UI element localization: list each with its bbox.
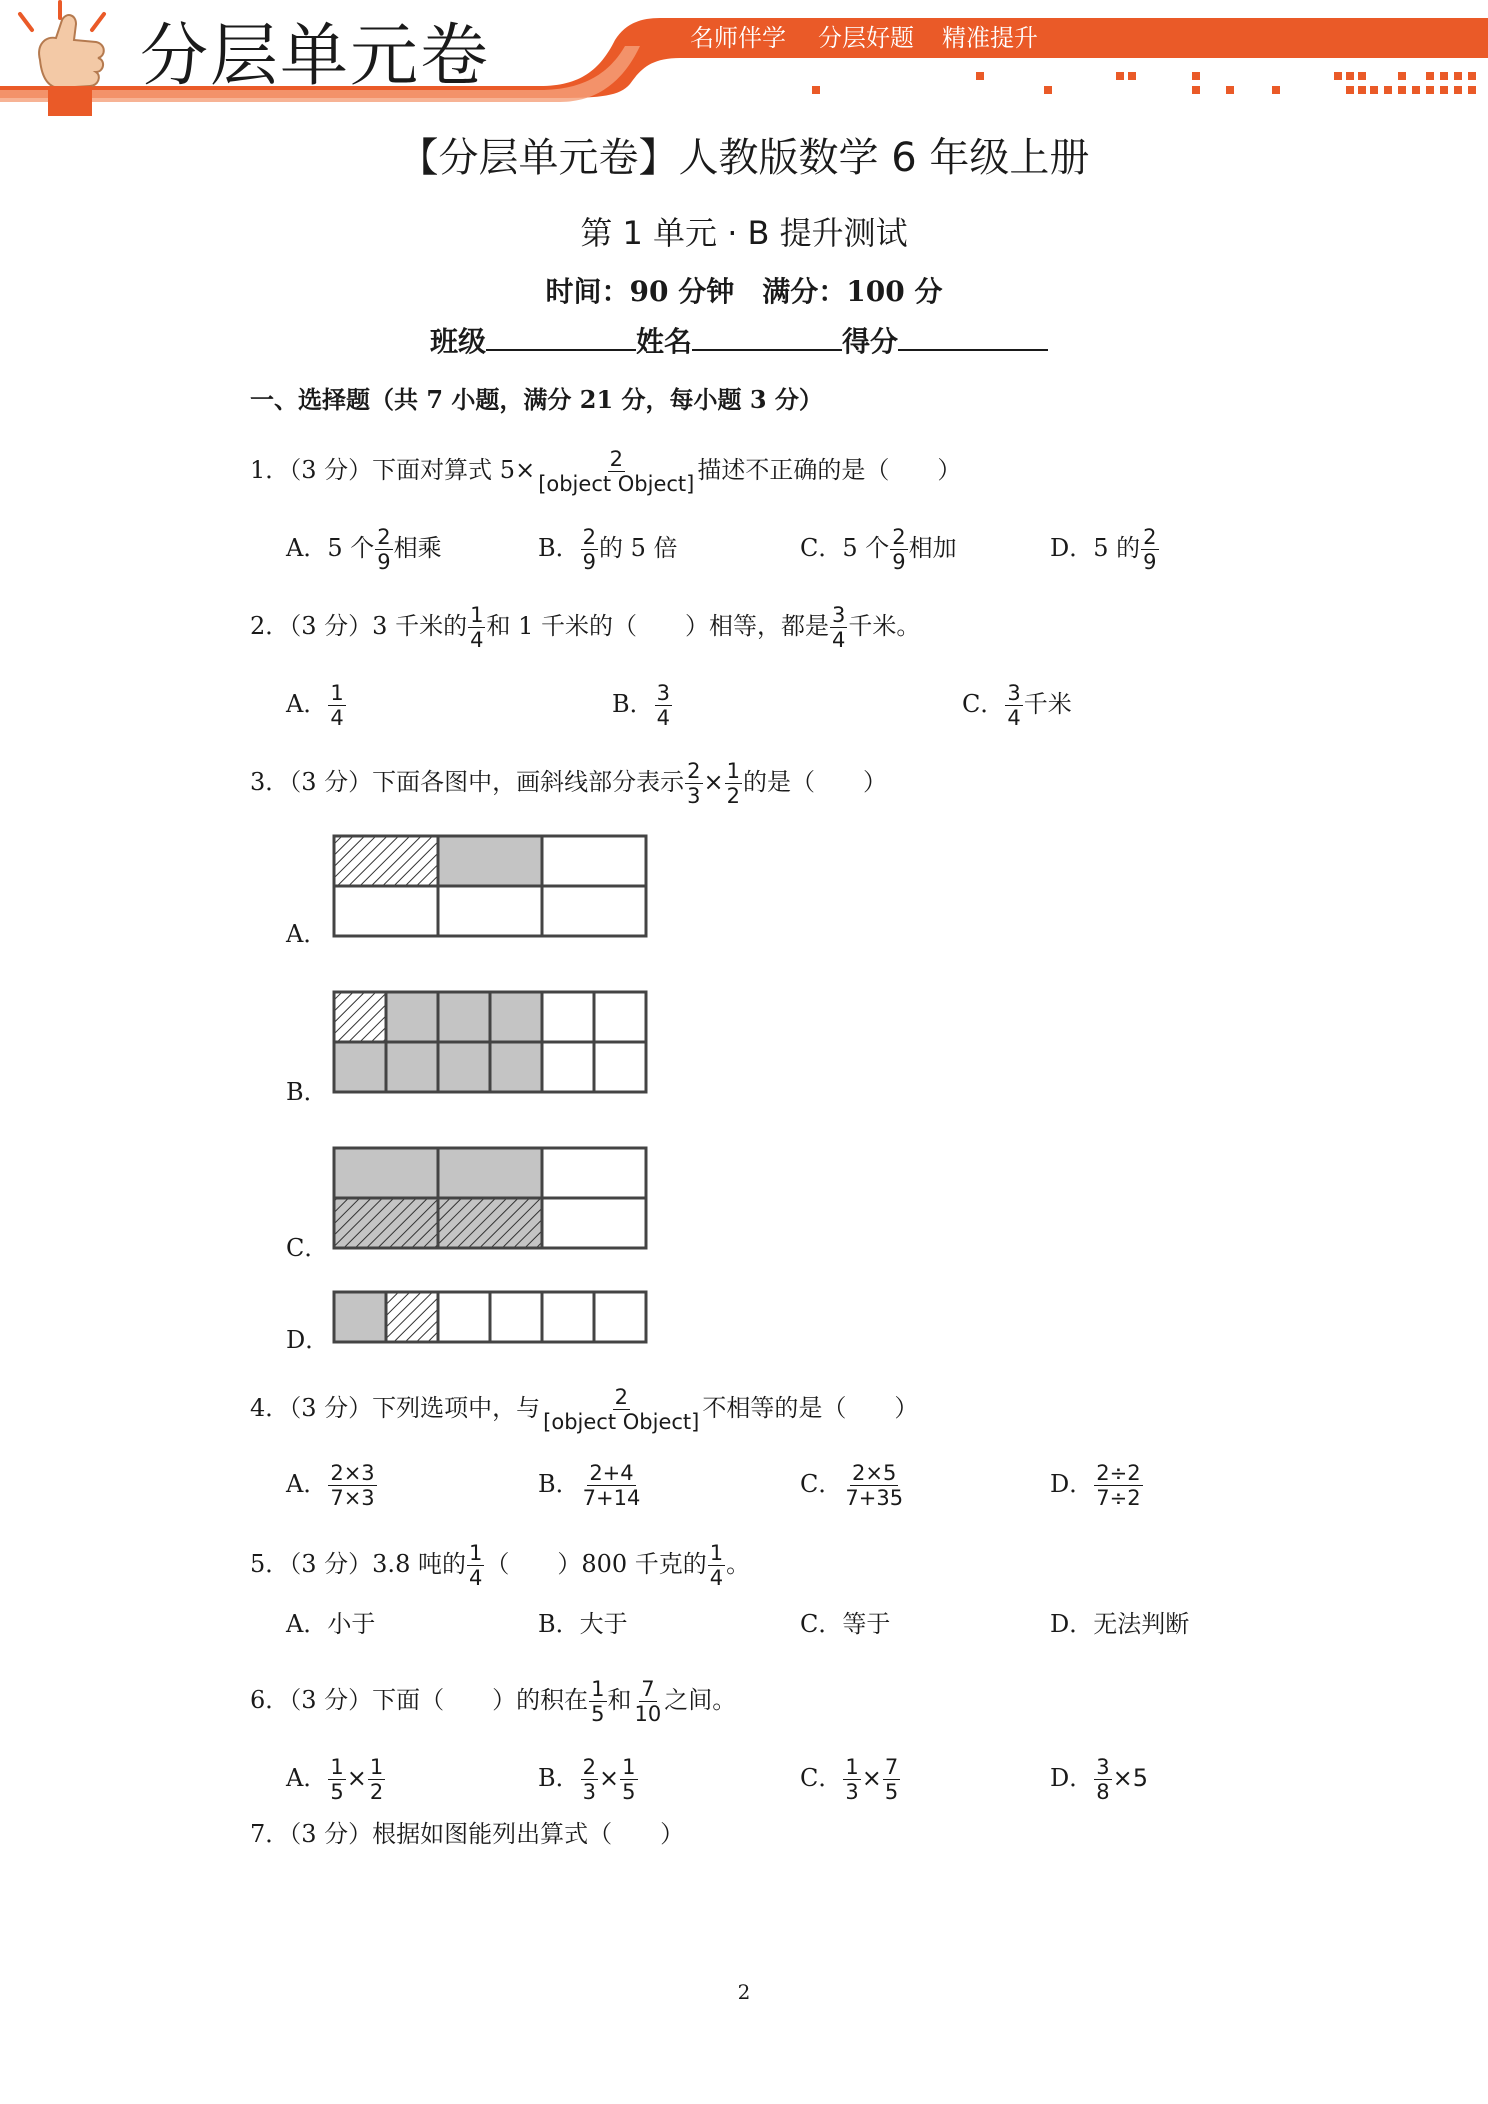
score-blank[interactable] xyxy=(898,349,1048,351)
q2-option-b[interactable]: B． $\frac{3}{4}$ xyxy=(612,681,671,731)
brand-title: 分层单元卷 xyxy=(140,17,491,96)
q5-option-a[interactable]: A．小于 xyxy=(286,1610,376,1638)
name-label: 姓名 xyxy=(636,325,693,358)
fraction: $\frac{2\div 2}{7\div 2}$ xyxy=(1096,1461,1141,1511)
page-number: 2 xyxy=(737,1980,751,2004)
fraction: $\frac{2}{\text{[object Object]}}$ xyxy=(538,447,695,497)
q1-option-b[interactable]: B． $\frac{2}{9}$ 的 5 倍 xyxy=(538,525,678,575)
class-blank[interactable] xyxy=(486,349,636,351)
fraction: $\frac{1}{5}$ xyxy=(622,1755,636,1805)
fraction: $\frac{2}{9}$ xyxy=(582,525,597,575)
fraction: $\frac{1}{4}$ xyxy=(709,1541,724,1591)
question-1: 1．（3 分）下面对算式 5× $\frac{2}{\text{[object Object]}}$ 描述不正确的是（ ） xyxy=(250,447,962,497)
fraction: $\frac{2\times 3}{7\times 3}$ xyxy=(330,1461,375,1511)
slogan-2: 分层好题 xyxy=(818,24,914,52)
q2-option-c[interactable]: C． $\frac{3}{4}$ 千米 xyxy=(962,681,1072,731)
q6-option-d[interactable]: D． $\frac{3}{8}$ ×5 xyxy=(1050,1755,1149,1805)
document-subtitle: 第 1 单元 · B 提升测试 xyxy=(580,214,908,252)
q3-option-b-label[interactable]: B． xyxy=(286,1078,328,1106)
q4-option-b[interactable]: B． $\frac{2+4}{7+14}$ xyxy=(538,1461,641,1511)
fraction: $\frac{1}{2}$ xyxy=(369,1755,384,1805)
fraction: $\frac{7}{5}$ xyxy=(884,1755,899,1805)
slogan-1: 名师伴学 xyxy=(690,24,786,52)
fraction: $\frac{2}{9}$ xyxy=(1143,525,1157,575)
question-2: 2．（3 分）3 千米的 $\frac{1}{4}$ 和 1 千米的（ ）相等，都是 $\frac{3}{4}$ 千米。 xyxy=(250,603,921,653)
fraction: $\frac{7}{10}$ xyxy=(634,1677,662,1727)
q4-option-a[interactable]: A． $\frac{2\times 3}{7\times 3}$ xyxy=(286,1461,375,1511)
name-blank[interactable] xyxy=(692,349,842,351)
q5-option-b[interactable]: B．大于 xyxy=(538,1610,628,1638)
document-title: 【分层单元卷】人教版数学 6 年级上册 xyxy=(398,135,1090,181)
q2-option-a[interactable]: A． $\frac{1}{4}$ xyxy=(286,681,344,731)
q1-option-d[interactable]: D．5 的 $\frac{2}{9}$ xyxy=(1050,525,1157,575)
fraction: $\frac{3}{4}$ xyxy=(656,681,671,731)
q6-option-a[interactable]: A． $\frac{1}{5}$ × $\frac{1}{2}$ xyxy=(286,1755,384,1805)
fraction: $\frac{1}{3}$ xyxy=(845,1755,859,1805)
q6-option-b[interactable]: B． $\frac{2}{3}$ × $\frac{1}{5}$ xyxy=(538,1755,636,1805)
fraction: $\frac{2+4}{7+14}$ xyxy=(582,1461,641,1511)
q3-option-c-label[interactable]: C． xyxy=(286,1234,329,1262)
fraction: $\frac{2\times 5}{7+35}$ xyxy=(845,1461,904,1511)
fraction: $\frac{2}{\text{[object Object]}}$ xyxy=(543,1385,700,1435)
q4-option-c[interactable]: C． $\frac{2\times 5}{7+35}$ xyxy=(800,1461,904,1511)
question-3: 3．（3 分）下面各图中，画斜线部分表示 $\frac{2}{3}$ × $\frac{1}{2}$ 的是（ ） xyxy=(250,759,888,809)
q3-option-d-label[interactable]: D． xyxy=(286,1326,330,1354)
fraction: $\frac{2}{3}$ xyxy=(582,1755,597,1805)
q3-figure-c[interactable] xyxy=(332,1146,650,1254)
fraction: $\frac{3}{8}$ xyxy=(1096,1755,1110,1805)
question-5: 5．（3 分）3.8 吨的 $\frac{1}{4}$ （ ）800 千克的 $\frac{1}{4}$ 。 xyxy=(250,1541,751,1591)
question-6: 6．（3 分）下面（ ）的积在 $\frac{1}{5}$ 和 $\frac{7}{10}$ 之间。 xyxy=(250,1677,737,1727)
q3-option-a-label[interactable]: A． xyxy=(286,920,328,948)
fraction: $\frac{2}{9}$ xyxy=(377,525,391,575)
q6-option-c[interactable]: C． $\frac{1}{3}$ × $\frac{7}{5}$ xyxy=(800,1755,899,1805)
section-heading: 一、选择题（共 7 小题，满分 21 分，每小题 3 分） xyxy=(250,385,823,414)
fraction: $\frac{1}{4}$ xyxy=(468,1541,483,1591)
fraction: $\frac{1}{5}$ xyxy=(591,1677,605,1727)
question-4: 4．（3 分）下列选项中，与 $\frac{2}{\text{[object Object]}}$ 不相等的是（ ） xyxy=(250,1385,919,1435)
class-label: 班级 xyxy=(430,325,487,358)
fraction: $\frac{2}{9}$ xyxy=(892,525,906,575)
score-label: 得分 xyxy=(842,325,899,358)
fraction: $\frac{2}{3}$ xyxy=(687,759,701,809)
q5-option-d[interactable]: D．无法判断 xyxy=(1050,1610,1190,1638)
q3-figure-a[interactable] xyxy=(332,834,650,942)
fraction: $\frac{1}{4}$ xyxy=(470,603,484,653)
slogan-3: 精准提升 xyxy=(942,24,1038,52)
fraction: $\frac{3}{4}$ xyxy=(1007,681,1021,731)
q1-option-a[interactable]: A．5 个 $\frac{2}{9}$ 相乘 xyxy=(286,525,442,575)
q3-figure-d[interactable] xyxy=(332,1290,650,1348)
exam-meta: 时间：90 分钟 满分：100 分 xyxy=(545,275,943,308)
info-fields xyxy=(430,320,1048,360)
q4-option-d[interactable]: D． $\frac{2\div 2}{7\div 2}$ xyxy=(1050,1461,1141,1511)
q5-option-c[interactable]: C．等于 xyxy=(800,1610,891,1638)
fraction: $\frac{1}{5}$ xyxy=(330,1755,344,1805)
fraction: $\frac{3}{4}$ xyxy=(831,603,846,653)
q1-option-c[interactable]: C．5 个 $\frac{2}{9}$ 相加 xyxy=(800,525,957,575)
q3-figure-b[interactable] xyxy=(332,990,650,1098)
question-7: 7．（3 分）根据如图能列出算式（ ） xyxy=(250,1820,685,1848)
fraction: $\frac{1}{2}$ xyxy=(726,759,741,809)
fraction: $\frac{1}{4}$ xyxy=(330,681,344,731)
